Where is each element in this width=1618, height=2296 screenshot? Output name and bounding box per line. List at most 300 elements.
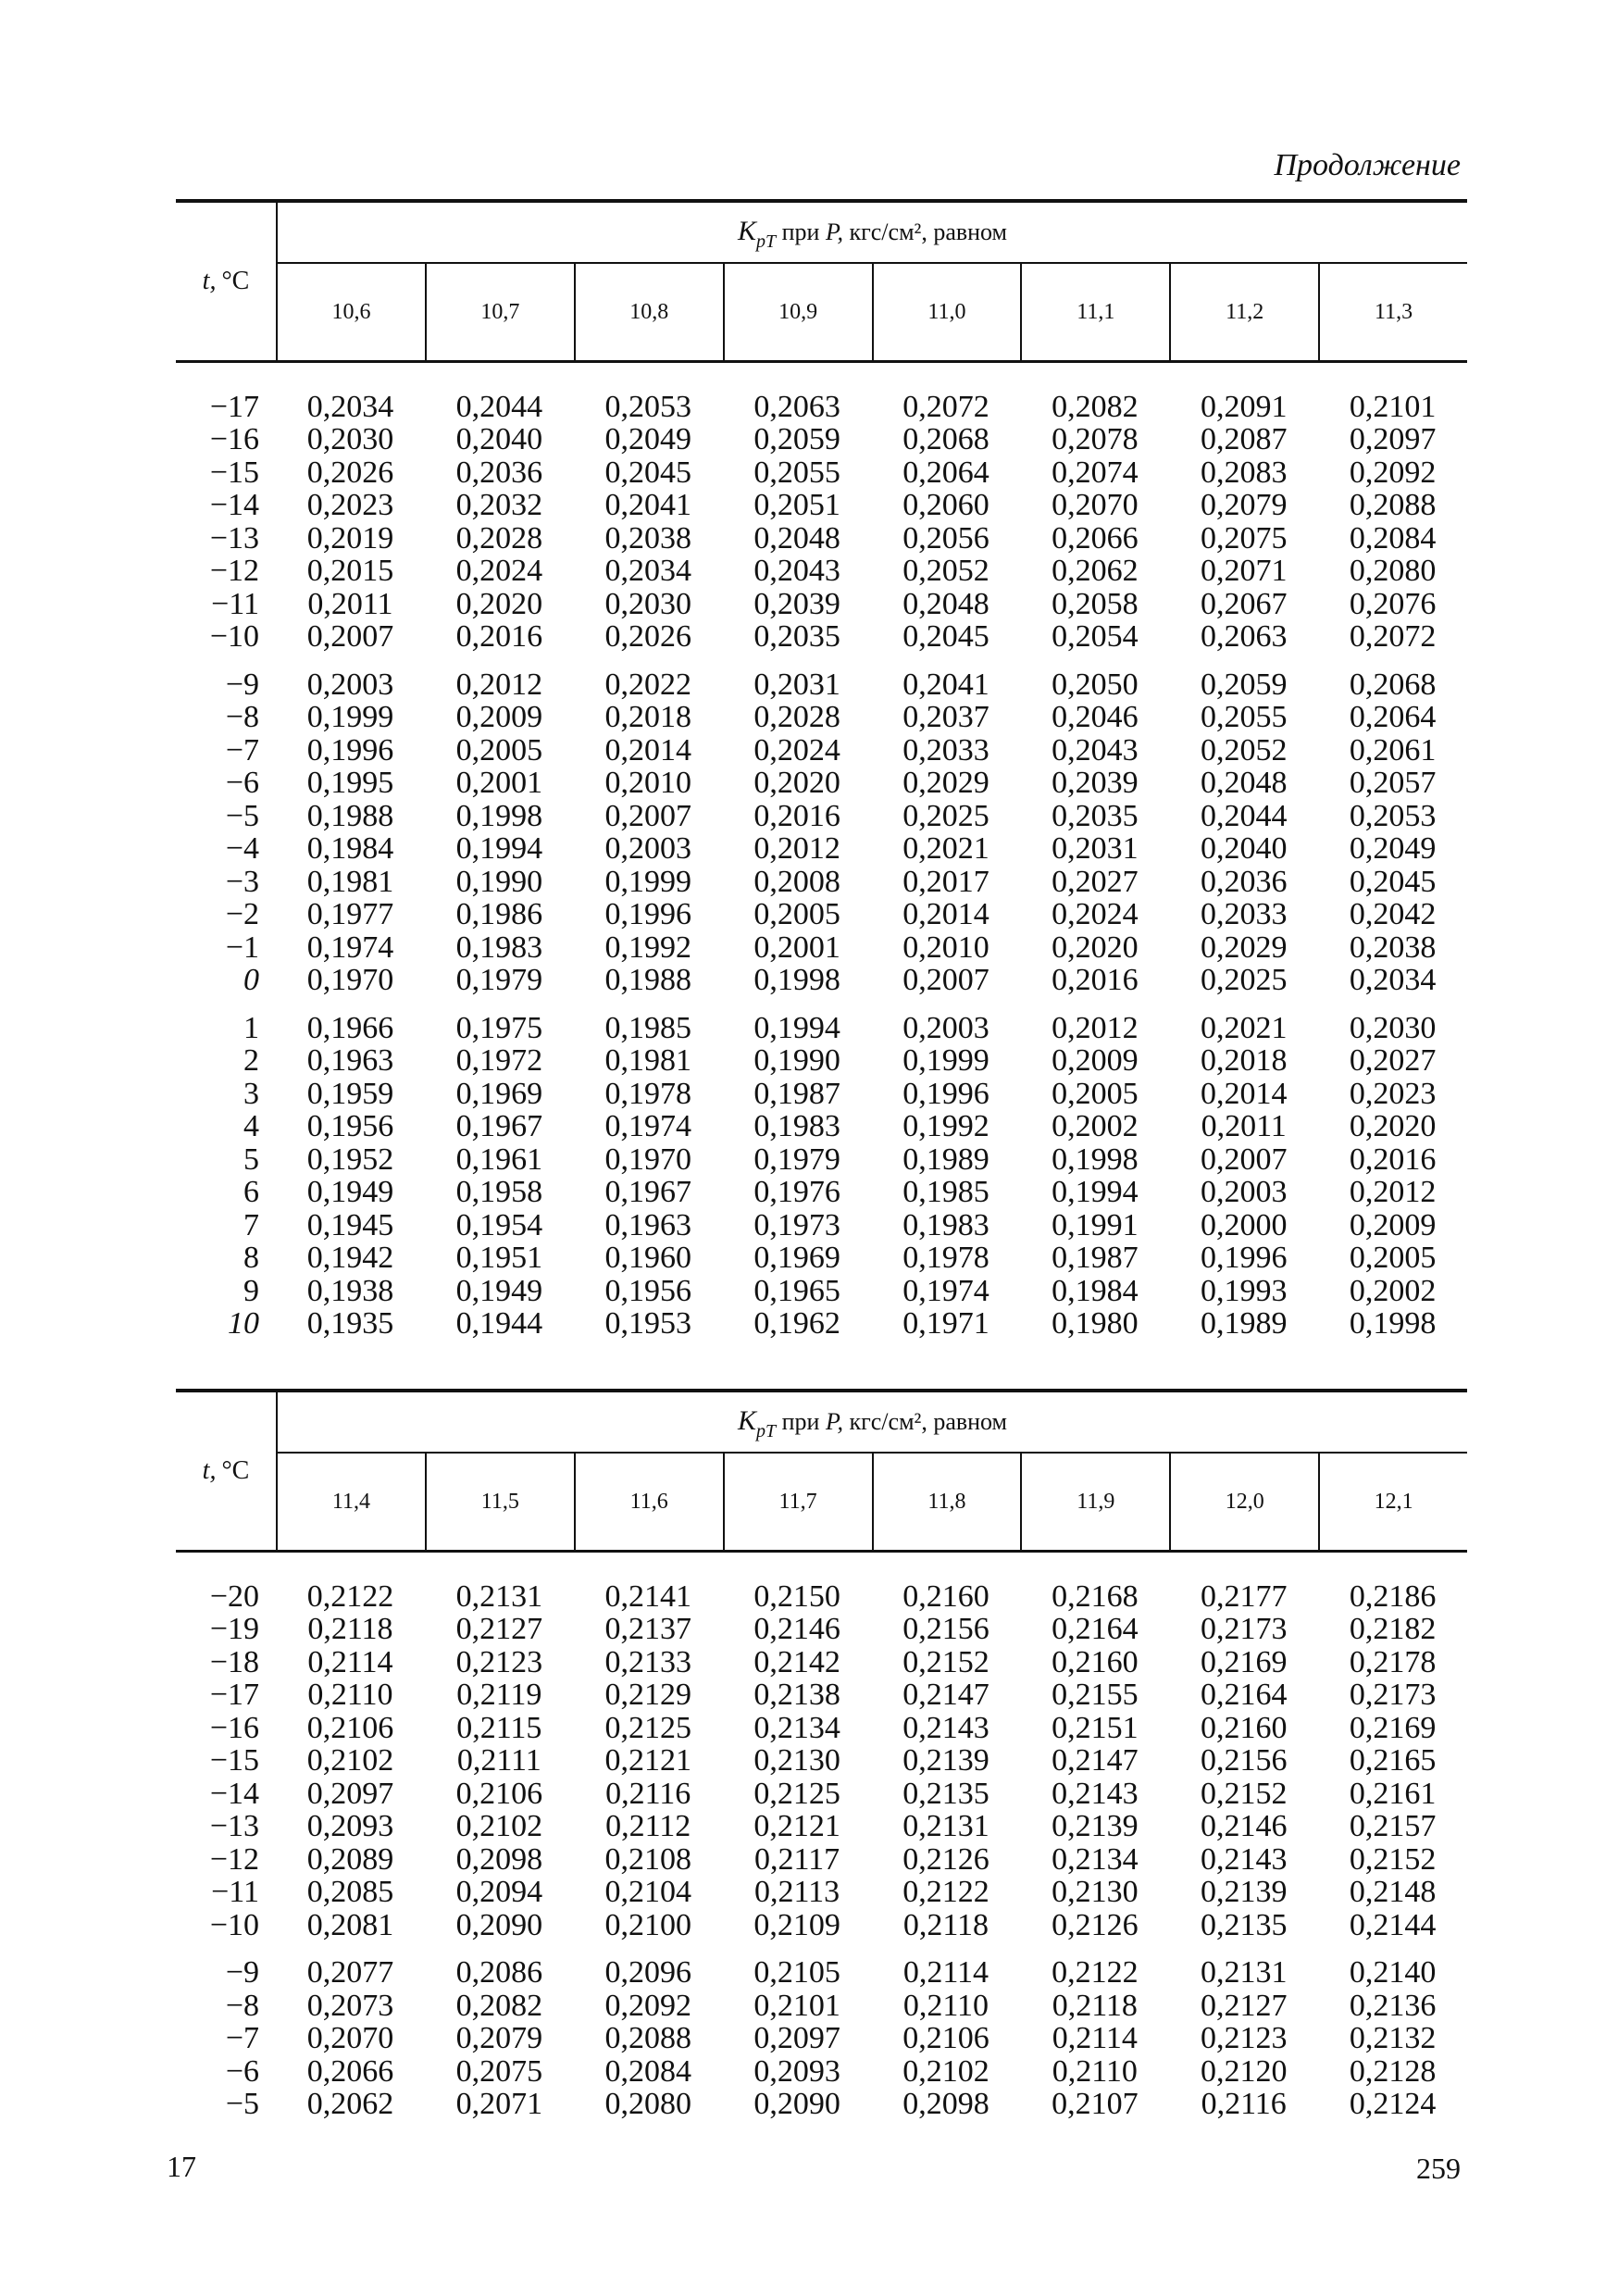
coefficient-cell: 0,2137 [604, 1612, 691, 1647]
coefficient-cell: 0,2142 [753, 1644, 840, 1679]
table-row [176, 1712, 1467, 1745]
coefficient-cell: 0,1987 [1052, 1241, 1139, 1276]
coefficient-cell: 0,1990 [455, 864, 543, 899]
table-row [176, 734, 1467, 767]
pressure-header: 10,7 [425, 264, 574, 360]
coefficient-cell: 0,2139 [1200, 1875, 1288, 1910]
coefficient-cell: 0,2123 [1200, 2021, 1288, 2056]
t-unit: °C [221, 1456, 250, 1485]
temperature-cell: −11 [211, 586, 259, 621]
coefficient-cell: 0,2081 [306, 1907, 394, 1942]
table-row [176, 1909, 1467, 1942]
temperature-cell: −7 [225, 2021, 259, 2056]
coefficient-cell: 0,2039 [1052, 766, 1139, 801]
coefficient-cell: 0,2023 [1349, 1076, 1437, 1111]
coefficient-cell: 0,2030 [604, 586, 691, 621]
table-row [176, 1990, 1467, 2023]
coefficient-cell: 0,2143 [1052, 1776, 1139, 1811]
coefficient-cell: 0,2075 [1200, 520, 1288, 555]
coefficient-cell: 0,1967 [604, 1175, 691, 1210]
group-spacer [176, 1942, 1467, 1957]
coefficient-cell: 0,2143 [902, 1710, 989, 1745]
pressure-header: 11,8 [872, 1454, 1021, 1550]
coefficient-cell: 0,1970 [306, 963, 394, 998]
coefficient-cell: 0,2048 [753, 520, 840, 555]
coefficient-cell: 0,2107 [1052, 2087, 1139, 2122]
pressure-header-row [278, 1454, 1467, 1550]
coefficient-cell: 0,1983 [902, 1207, 989, 1242]
coefficient-cell: 0,1996 [306, 732, 394, 767]
coefficient-cell: 0,2186 [1349, 1578, 1437, 1614]
temperature-cell: −6 [225, 2053, 259, 2089]
table-body [176, 1553, 1467, 2121]
temperature-cell: −12 [209, 554, 259, 589]
coefficient-cell: 0,2101 [753, 1988, 840, 2023]
temperature-cell: −13 [209, 1809, 259, 1844]
table-row [176, 1078, 1467, 1111]
coefficient-cell: 0,2150 [753, 1578, 840, 1614]
coefficient-cell: 0,2110 [1052, 2053, 1138, 2089]
coefficient-cell: 0,2030 [306, 422, 394, 457]
coefficient-cell: 0,2008 [753, 864, 840, 899]
coefficient-cell: 0,1988 [306, 798, 394, 833]
coefficient-cell: 0,2136 [1349, 1988, 1437, 2023]
coefficient-cell: 0,2094 [455, 1875, 543, 1910]
coefficient-cell: 0,2071 [455, 2087, 543, 2122]
pressure-header: 10,6 [331, 299, 371, 324]
coefficient-cell: 0,1989 [1200, 1306, 1288, 1341]
coefficient-cell: 0,2043 [753, 554, 840, 589]
coefficient-cell: 0,2021 [1200, 1010, 1288, 1045]
coefficient-cell: 0,2063 [1200, 619, 1288, 655]
coefficient-cell: 0,2129 [604, 1678, 691, 1713]
coefficient-cell: 0,2009 [1052, 1043, 1139, 1079]
coefficient-cell: 0,1988 [604, 963, 691, 998]
caption-pre: при [781, 218, 820, 245]
pressure-header: 11,1 [1020, 264, 1169, 360]
coefficient-cell: 0,1975 [455, 1010, 543, 1045]
coefficient-cell: 0,2151 [1052, 1710, 1139, 1745]
coefficient-cell: 0,2035 [753, 619, 840, 655]
coefficient-cell: 0,2121 [753, 1809, 840, 1844]
coefficient-cell: 0,2077 [306, 1955, 394, 1990]
coefficient-cell: 0,2018 [1200, 1043, 1288, 1079]
coefficient-cell: 0,2005 [753, 897, 840, 932]
coefficient-cell: 0,2052 [902, 554, 989, 589]
coefficient-cell: 0,1966 [306, 1010, 394, 1045]
coefficient-cell: 0,1963 [604, 1207, 691, 1242]
coefficient-cell: 0,1983 [455, 930, 543, 965]
coefficient-cell: 0,2173 [1200, 1612, 1288, 1647]
table-row [176, 1111, 1467, 1144]
temperature-cell: −14 [209, 1776, 259, 1811]
t-column-header [176, 1392, 278, 1550]
temperature-cell: 0 [243, 963, 259, 998]
coefficient-cell: 0,2164 [1052, 1612, 1139, 1647]
coefficient-cell: 0,2085 [306, 1875, 394, 1910]
coefficient-cell: 0,2062 [306, 2087, 394, 2122]
coefficient-cell: 0,2146 [753, 1612, 840, 1647]
temperature-cell: 4 [243, 1109, 259, 1144]
coefficient-cell: 0,2066 [306, 2053, 394, 2089]
coefficient-cell: 0,1979 [753, 1142, 840, 1177]
coefficient-cell: 0,2143 [1200, 1841, 1288, 1877]
coefficient-cell: 0,2020 [1052, 930, 1139, 965]
coefficient-cell: 0,1998 [753, 963, 840, 998]
coefficient-cell: 0,2097 [306, 1776, 394, 1811]
temperature-cell: −14 [209, 488, 259, 523]
coefficient-cell: 0,2152 [902, 1644, 989, 1679]
coefficient-cell: 0,2110 [307, 1678, 393, 1713]
coefficient-cell: 0,1985 [604, 1010, 691, 1045]
temperature-cell: −5 [225, 2087, 259, 2122]
coefficient-cell: 0,2014 [604, 732, 691, 767]
pressure-header: 11,4 [331, 1489, 370, 1514]
coefficient-cell: 0,2114 [902, 1955, 989, 1990]
temperature-cell: −16 [209, 422, 259, 457]
coefficient-cell: 0,2105 [753, 1955, 840, 1990]
coefficient-cell: 0,2092 [604, 1988, 691, 2023]
coefficient-cell: 0,2035 [1052, 798, 1139, 833]
temperature-cell: −12 [209, 1841, 259, 1877]
coefficient-cell: 0,2005 [1052, 1076, 1139, 1111]
coefficient-cell: 0,2012 [455, 667, 543, 702]
t-symbol: t, [202, 267, 217, 295]
table-row [176, 391, 1467, 424]
coefficient-cell: 0,2092 [1349, 455, 1437, 490]
coefficient-cell: 0,2134 [753, 1710, 840, 1745]
table-row [176, 424, 1467, 457]
coefficient-cell: 0,1935 [306, 1306, 394, 1341]
coefficient-cell: 0,2005 [1349, 1241, 1437, 1276]
caption-post: кгс/см², равном [849, 1408, 1008, 1435]
table-row [176, 2089, 1467, 2122]
coefficient-cell: 0,1995 [306, 766, 394, 801]
coefficient-cell: 0,2024 [1052, 897, 1139, 932]
coefficient-cell: 0,2024 [455, 554, 543, 589]
coefficient-cell: 0,1998 [1349, 1306, 1437, 1341]
coefficient-cell: 0,2122 [1052, 1955, 1139, 1990]
coefficient-cell: 0,2060 [902, 488, 989, 523]
coefficient-cell: 0,2072 [902, 389, 989, 424]
coefficient-cell: 0,2046 [1052, 700, 1139, 735]
coefficient-cell: 0,1979 [455, 963, 543, 998]
coefficient-cell: 0,2086 [455, 1955, 543, 1990]
coefficient-cell: 0,1994 [455, 831, 543, 867]
coefficient-cell: 0,2093 [753, 2053, 840, 2089]
coefficient-cell: 0,1974 [604, 1109, 691, 1144]
k-symbol: K [737, 216, 756, 246]
coefficient-cell: 0,2075 [455, 2053, 543, 2089]
table-row [176, 588, 1467, 621]
table-row [176, 1177, 1467, 1210]
coefficient-cell: 0,2164 [1200, 1678, 1288, 1713]
temperature-cell: −3 [225, 864, 259, 899]
table-row [176, 1877, 1467, 1910]
coefficient-cell: 0,2007 [604, 798, 691, 833]
coefficient-cell: 0,2015 [306, 554, 394, 589]
table-row [176, 1778, 1467, 1811]
pressure-header: 11,0 [872, 264, 1021, 360]
coefficient-cell: 0,1978 [902, 1241, 989, 1276]
coefficient-cell: 0,2026 [604, 619, 691, 655]
temperature-cell: 10 [228, 1306, 259, 1341]
coefficient-cell: 0,2058 [1052, 586, 1139, 621]
coefficient-cell: 0,2036 [455, 455, 543, 490]
coefficient-cell: 0,2131 [902, 1809, 989, 1844]
temperature-cell: −15 [209, 1743, 259, 1778]
coefficient-cell: 0,2040 [1200, 831, 1288, 867]
coefficient-cell: 0,2168 [1052, 1578, 1139, 1614]
coefficient-cell: 0,2101 [1349, 389, 1437, 424]
coefficient-cell: 0,2025 [902, 798, 989, 833]
coefficient-cell: 0,2039 [753, 586, 840, 621]
coefficient-cell: 0,2036 [1200, 864, 1288, 899]
coefficient-cell: 0,2146 [1200, 1809, 1288, 1844]
coefficient-cell: 0,1981 [604, 1043, 691, 1079]
coefficient-cell: 0,1962 [753, 1306, 840, 1341]
coefficient-cell: 0,2003 [604, 831, 691, 867]
coefficient-cell: 0,1958 [455, 1175, 543, 1210]
coefficient-cell: 0,2019 [306, 520, 394, 555]
coefficient-cell: 0,2020 [455, 586, 543, 621]
table-row [176, 1646, 1467, 1679]
coefficient-cell: 0,2074 [1052, 455, 1139, 490]
coefficient-cell: 0,1999 [902, 1043, 989, 1079]
coefficient-cell: 0,2147 [902, 1678, 989, 1713]
coefficient-cell: 0,2112 [605, 1809, 691, 1844]
coefficient-cell: 0,2182 [1349, 1612, 1437, 1647]
pressure-header: 11,5 [425, 1454, 574, 1550]
coefficient-cell: 0,1956 [306, 1109, 394, 1144]
pressure-header-row [278, 264, 1467, 360]
table-header [176, 203, 1467, 363]
coefficient-cell: 0,1972 [455, 1043, 543, 1079]
coefficient-cell: 0,2029 [902, 766, 989, 801]
coefficient-cell: 0,2177 [1200, 1578, 1288, 1614]
coefficient-cell: 0,2122 [902, 1875, 989, 1910]
coefficient-cell: 0,1961 [455, 1142, 543, 1177]
temperature-cell: −13 [209, 520, 259, 555]
coefficient-cell: 0,2155 [1052, 1678, 1139, 1713]
coefficient-cell: 0,2011 [1201, 1109, 1287, 1144]
coefficient-cell: 0,2010 [604, 766, 691, 801]
coefficient-cell: 0,2115 [456, 1710, 542, 1745]
coefficient-cell: 0,2125 [753, 1776, 840, 1811]
coefficient-cell: 0,2055 [753, 455, 840, 490]
table-row [176, 1843, 1467, 1877]
coefficient-cell: 0,2169 [1200, 1644, 1288, 1679]
coefficient-cell: 0,2059 [753, 422, 840, 457]
coefficient-cell: 0,2001 [753, 930, 840, 965]
temperature-cell: −20 [209, 1578, 259, 1614]
coefficient-cell: 0,1999 [604, 864, 691, 899]
coefficient-cell: 0,2116 [605, 1776, 691, 1811]
coefficient-cell: 0,2038 [604, 520, 691, 555]
temperature-cell: 3 [243, 1076, 259, 1111]
coefficient-cell: 0,2130 [1052, 1875, 1139, 1910]
coefficient-cell: 0,2160 [1052, 1644, 1139, 1679]
coefficient-cell: 0,2098 [455, 1841, 543, 1877]
coefficient-cell: 0,2001 [455, 766, 543, 801]
coefficient-cell: 0,2090 [753, 2087, 840, 2122]
table-row [176, 456, 1467, 490]
coefficient-cell: 0,2124 [1349, 2087, 1437, 2122]
coefficient-cell: 0,2147 [1052, 1743, 1139, 1778]
coefficient-cell: 0,2102 [306, 1743, 394, 1778]
coefficient-cell: 0,2134 [1052, 1841, 1139, 1877]
coefficient-cell: 0,2023 [306, 488, 394, 523]
coefficient-cell: 0,2011 [307, 586, 393, 621]
coefficient-cell: 0,2066 [1052, 520, 1139, 555]
coefficient-cell: 0,2030 [1349, 1010, 1437, 1045]
coefficient-cell: 0,2061 [1349, 732, 1437, 767]
coefficient-cell: 0,2034 [604, 554, 691, 589]
coefficient-cell: 0,2080 [1349, 554, 1437, 589]
table-row [176, 668, 1467, 702]
pressure-header: 12,1 [1318, 1454, 1467, 1550]
pressure-header: 11,9 [1020, 1454, 1169, 1550]
coefficient-cell: 0,2126 [1052, 1907, 1139, 1942]
pressure-header: 10,9 [723, 264, 872, 360]
coefficient-cell: 0,2131 [455, 1578, 543, 1614]
coefficient-cell: 0,2144 [1349, 1907, 1437, 1942]
coefficient-cell: 0,2139 [902, 1743, 989, 1778]
coefficient-cell: 0,2045 [604, 455, 691, 490]
coefficient-cell: 0,2045 [902, 619, 989, 655]
coefficient-cell: 0,2043 [1052, 732, 1139, 767]
temperature-cell: −11 [211, 1875, 259, 1910]
coefficient-table-1 [176, 199, 1467, 1341]
coefficient-cell: 0,2161 [1349, 1776, 1437, 1811]
coefficient-cell: 0,2031 [1052, 831, 1139, 867]
temperature-cell: −6 [225, 766, 259, 801]
coefficient-cell: 0,2016 [1052, 963, 1139, 998]
t-column-header [176, 203, 278, 360]
coefficient-cell: 0,2057 [1349, 766, 1437, 801]
table-row [176, 1811, 1467, 1844]
coefficient-cell: 0,1998 [455, 798, 543, 833]
coefficient-cell: 0,1976 [753, 1175, 840, 1210]
table-row [176, 1308, 1467, 1341]
coefficient-cell: 0,2024 [753, 732, 840, 767]
caption-post: кгс/см², равном [849, 218, 1008, 245]
table-row [176, 555, 1467, 589]
coefficient-caption [278, 216, 1467, 264]
k-symbol: K [737, 1405, 756, 1436]
temperature-cell: 9 [243, 1273, 259, 1308]
coefficient-cell: 0,2020 [1349, 1109, 1437, 1144]
coefficient-cell: 0,1996 [902, 1076, 989, 1111]
coefficient-cell: 0,2160 [1200, 1710, 1288, 1745]
coefficient-cell: 0,1963 [306, 1043, 394, 1079]
table-row [176, 1745, 1467, 1778]
coefficient-cell: 0,2049 [604, 422, 691, 457]
temperature-cell: −4 [225, 831, 259, 867]
temperature-cell: 2 [243, 1043, 259, 1079]
coefficient-cell: 0,2123 [455, 1644, 543, 1679]
coefficient-cell: 0,2041 [902, 667, 989, 702]
coefficient-cell: 0,1991 [1052, 1207, 1139, 1242]
temperature-cell: −17 [209, 389, 259, 424]
coefficient-cell: 0,1969 [455, 1076, 543, 1111]
coefficient-cell: 0,2021 [902, 831, 989, 867]
coefficient-cell: 0,2014 [902, 897, 989, 932]
temperature-cell: −10 [209, 619, 259, 655]
coefficient-cell: 0,2003 [902, 1010, 989, 1045]
temperature-cell: −7 [225, 732, 259, 767]
t-symbol: t, [202, 1456, 217, 1485]
temperature-cell: −10 [209, 1907, 259, 1942]
coefficient-cell: 0,2178 [1349, 1644, 1437, 1679]
coefficient-cell: 0,2165 [1349, 1743, 1437, 1778]
coefficient-cell: 0,2040 [455, 422, 543, 457]
coefficient-cell: 0,2018 [604, 700, 691, 735]
coefficient-cell: 0,2173 [1349, 1678, 1437, 1713]
coefficient-cell: 0,1992 [902, 1109, 989, 1144]
coefficient-cell: 0,2118 [1052, 1988, 1138, 2023]
table-row [176, 931, 1467, 965]
coefficient-cell: 0,2118 [307, 1612, 393, 1647]
table-row [176, 1209, 1467, 1242]
coefficient-cell: 0,2044 [455, 389, 543, 424]
coefficient-cell: 0,1971 [902, 1306, 989, 1341]
coefficient-cell: 0,2097 [1349, 422, 1437, 457]
table-row [176, 621, 1467, 655]
k-subscript: pT [755, 231, 777, 252]
coefficient-cell: 0,2088 [1349, 488, 1437, 523]
coefficient-cell: 0,2135 [902, 1776, 989, 1811]
coefficient-cell: 0,2106 [306, 1710, 394, 1745]
coefficient-cell: 0,1978 [604, 1076, 691, 1111]
coefficient-cell: 0,2119 [456, 1678, 542, 1713]
coefficient-cell: 0,2131 [1200, 1955, 1288, 1990]
coefficient-cell: 0,2157 [1349, 1809, 1437, 1844]
coefficient-cell: 0,2014 [1200, 1076, 1288, 1111]
coefficient-cell: 0,2116 [1201, 2087, 1287, 2122]
coefficient-cell: 0,2128 [1349, 2053, 1437, 2089]
coefficient-cell: 0,2032 [455, 488, 543, 523]
coefficient-cell: 0,2084 [604, 2053, 691, 2089]
coefficient-cell: 0,2118 [902, 1907, 989, 1942]
caption-pre: при [781, 1408, 820, 1435]
group-spacer [176, 997, 1467, 1012]
coefficient-cell: 0,2049 [1349, 831, 1437, 867]
coefficient-cell: 0,2117 [753, 1841, 840, 1877]
coefficient-cell: 0,2078 [1052, 422, 1139, 457]
temperature-cell: 8 [243, 1241, 259, 1276]
coefficient-cell: 0,2045 [1349, 864, 1437, 899]
coefficient-cell: 0,2083 [1200, 455, 1288, 490]
coefficient-cell: 0,2133 [604, 1644, 691, 1679]
coefficient-cell: 0,2110 [902, 1988, 989, 2023]
coefficient-cell: 0,1944 [455, 1306, 543, 1341]
table-row [176, 522, 1467, 555]
coefficient-cell: 0,2080 [604, 2087, 691, 2122]
coefficient-cell: 0,2088 [604, 2021, 691, 2056]
coefficient-cell: 0,2152 [1200, 1776, 1288, 1811]
coefficient-cell: 0,2120 [1200, 2053, 1288, 2089]
table-row [176, 1012, 1467, 1045]
coefficient-cell: 0,2093 [306, 1809, 394, 1844]
coefficient-cell: 0,2076 [1349, 586, 1437, 621]
coefficient-cell: 0,2016 [1349, 1142, 1437, 1177]
coefficient-cell: 0,2102 [902, 2053, 989, 2089]
coefficient-cell: 0,2098 [902, 2087, 989, 2122]
coefficient-cell: 0,1960 [604, 1241, 691, 1276]
coefficient-cell: 0,2038 [1349, 930, 1437, 965]
coefficient-cell: 0,1974 [306, 930, 394, 965]
